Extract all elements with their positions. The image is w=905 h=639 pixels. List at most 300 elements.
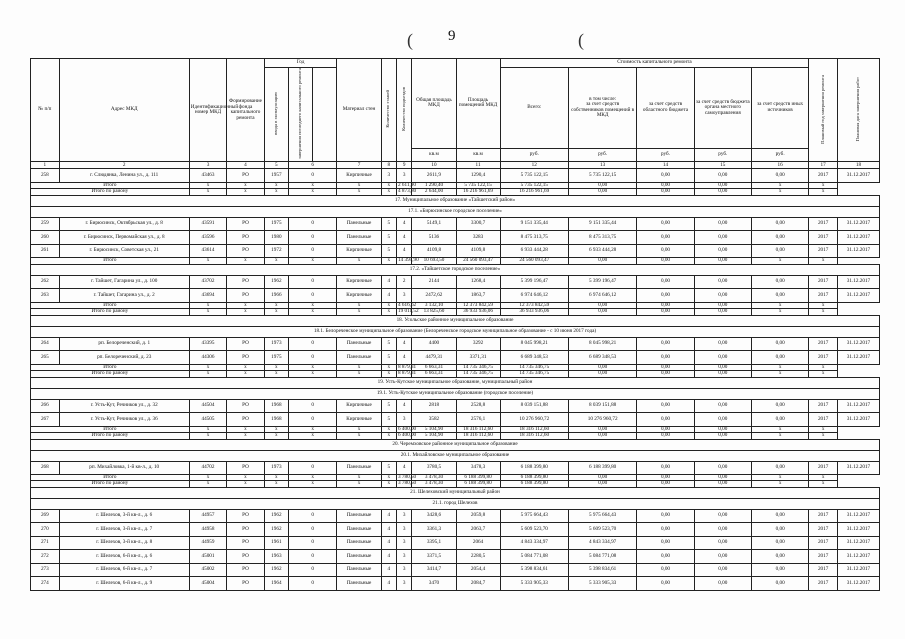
page-mark-left: ( [407, 30, 413, 50]
table-cell: 43614 [189, 244, 226, 258]
address-cell: рп. Белореченский, д. 23 [59, 351, 189, 365]
table-cell: 4 [396, 217, 411, 231]
table-cell: 0,00 [751, 563, 808, 577]
table-cell: Панельные [337, 536, 381, 550]
address-cell: г. Шелехов, 3-й кв-л., д. 7 [59, 523, 189, 537]
table-cell: 5 [381, 217, 396, 231]
table-cell: 4 [396, 231, 411, 245]
table-cell: 31.12.2017 [837, 461, 879, 475]
table-cell: 31.12.2017 [837, 231, 879, 245]
subtotal-cell: 0,00 [694, 364, 751, 370]
table-cell: 1863,7 [456, 289, 500, 303]
table-cell: 0,00 [694, 337, 751, 351]
subtotal-cell: х [189, 433, 226, 439]
subtotal-cell: 0,00 [568, 309, 636, 315]
table-cell: 0 [288, 563, 337, 577]
table-cell: 1980 [264, 231, 288, 245]
table-cell: Кирпичные [337, 399, 381, 413]
table-cell: 0 [288, 523, 337, 537]
subtotal-cell: х [751, 371, 808, 377]
subtotal-cell: х [809, 481, 838, 487]
col-number: 3 [189, 162, 226, 169]
table-cell: 0,00 [751, 577, 808, 591]
table-cell: 0,00 [637, 351, 694, 365]
table-cell: РО [227, 217, 264, 231]
table-cell: 44957 [189, 509, 226, 523]
subtotal-cell: х [227, 481, 264, 487]
table-cell: 4 [396, 244, 411, 258]
repair-register-table [30, 58, 880, 591]
table-cell: 31.12.2017 [837, 509, 879, 523]
col-number: 7 [337, 162, 381, 169]
section-heading: 21. Шелеховский муниципальный район [31, 487, 880, 498]
table-cell: РО [227, 550, 264, 564]
table-cell: Панельные [337, 461, 381, 475]
subtotal-cell: х [809, 433, 838, 439]
table-cell: 31.12.2017 [837, 563, 879, 577]
table-cell: 0,00 [637, 169, 694, 183]
address-cell: г. Бирюсинск, Октябрьская ул., д. 8 [59, 217, 189, 231]
table-cell: 5 399 196,47 [500, 275, 568, 289]
table-cell: 31.12.2017 [837, 413, 879, 427]
subtotal-cell: х [288, 302, 337, 308]
table-cell: 3780,5 [412, 461, 456, 475]
col-premises-area-header: Площадь помещений МКД [456, 59, 500, 149]
subtotal-cell: х [264, 433, 288, 439]
subtotal-cell: х [751, 481, 808, 487]
table-cell: 0,00 [694, 563, 751, 577]
subtotal-cell: х [288, 309, 337, 315]
table-cell: 274 [31, 577, 60, 591]
col-id-header: Идентификационный номер МКД [189, 59, 226, 162]
subtotal-cell: х [751, 189, 808, 195]
col-fund-header: Формирование фонда капитального ремонта [227, 59, 264, 162]
address-cell: г. Слюдянка, Ленина ул., д. 111 [59, 169, 189, 183]
subtotal-cell: 14 394,90 [397, 257, 419, 264]
subtotal-cell: х [809, 302, 838, 308]
subtotal-cell: 0,00 [568, 182, 636, 188]
table-cell: 0,00 [694, 169, 751, 183]
table-row [31, 413, 880, 427]
table-cell: 1290,4 [456, 169, 500, 183]
table-row [31, 217, 880, 231]
table-cell: 0,00 [637, 244, 694, 258]
table-cell: 44702 [189, 461, 226, 475]
table-cell: 273 [31, 563, 60, 577]
subtotal-cell: х [264, 481, 288, 487]
table-cell: 2017 [809, 351, 838, 365]
subtotal-cell: х [227, 302, 264, 308]
table-cell: 3 [396, 509, 411, 523]
table-cell: 0,00 [694, 231, 751, 245]
table-cell: 2017 [809, 536, 838, 550]
table-cell: 44504 [189, 399, 226, 413]
table-cell: 0 [288, 275, 337, 289]
table-cell: 0,00 [694, 244, 751, 258]
section-heading: 20.1. Михайловское муниципальное образование [31, 450, 880, 461]
section-heading-row [31, 315, 880, 326]
subtotal-label: Итого [31, 302, 190, 308]
table-cell: 4 [396, 351, 411, 365]
subtotal-cell: х [264, 258, 288, 264]
subtotal-label: Итого [31, 426, 190, 432]
table-cell: 5 [381, 231, 396, 245]
table-cell: 0,00 [694, 536, 751, 550]
table-cell: 3 [396, 577, 411, 591]
table-cell: 0,00 [751, 536, 808, 550]
col-entrances-header: Количество подъездов [396, 59, 411, 162]
col-local-header: за счет средств бюджета органа местного самоуправления [694, 68, 751, 149]
table-cell: 0,00 [637, 399, 694, 413]
table-cell: 5 084 771,08 [500, 550, 568, 564]
table-cell: Панельные [337, 509, 381, 523]
subtotal-cell: х [264, 309, 288, 315]
subtotal-cell: 14 735 346,75 [500, 371, 568, 377]
table-cell: 4 [381, 509, 396, 523]
page-mark-right: ( [578, 30, 584, 50]
subtotal-cell: 1 290,40 [412, 182, 456, 188]
table-cell: 1975 [264, 351, 288, 365]
table-cell: 3 [396, 550, 411, 564]
unit-rub-3: руб. [637, 148, 694, 162]
subtotal-cell: х [227, 182, 264, 188]
subtotal-cell: х [227, 189, 264, 195]
table-cell: 1968 [264, 399, 288, 413]
table-cell: 2017 [809, 577, 838, 591]
table-cell: 1963 [264, 550, 288, 564]
table-row [31, 577, 880, 591]
table-cell: 3283 [456, 231, 500, 245]
subtotal-cell: х [809, 182, 838, 188]
subtotal-cell: х [189, 309, 226, 315]
table-cell: 1957 [264, 169, 288, 183]
address-cell: г. Усть-Кут, Речников ул., д. 32 [59, 399, 189, 413]
col-year-group-header: Год [264, 59, 337, 68]
col-number: 12 [500, 162, 568, 169]
table-cell: 0 [288, 337, 337, 351]
table-cell: 0,00 [751, 523, 808, 537]
table-cell: 9 151 335,44 [500, 217, 568, 231]
table-cell: 1962 [264, 275, 288, 289]
subtotal-cell: х [751, 302, 808, 308]
table-cell: Кирпичные [337, 275, 381, 289]
address-cell: г. Шелехов, 6-й кв-л., д. 7 [59, 563, 189, 577]
table-cell: 2017 [809, 461, 838, 475]
section-heading: 20. Черемховское районное муниципальное образование [31, 439, 880, 450]
table-cell: 5136 [412, 231, 456, 245]
subtotal-cell: 0,00 [637, 371, 694, 377]
table-cell: 43395 [189, 337, 226, 351]
subtotal-cell: 0,00 [568, 433, 636, 439]
subtotal-cell: х [189, 364, 226, 370]
table-cell: РО [227, 275, 264, 289]
subtotal-cell: х [381, 481, 396, 487]
col-year-sub-header [313, 68, 337, 162]
subtotal-cell: х [809, 309, 838, 315]
table-cell: 1268,4 [456, 275, 500, 289]
table-cell: 3 [396, 413, 411, 427]
table-cell: 0,00 [637, 523, 694, 537]
subtotal-cell: 0,00 [694, 258, 751, 264]
subtotal-cell: х [227, 364, 264, 370]
table-cell: 44505 [189, 413, 226, 427]
page-number: 9 [448, 28, 456, 44]
table-cell: 31.12.2017 [837, 337, 879, 351]
table-cell: 3361,3 [412, 523, 456, 537]
address-cell: г. Шелехов, 6-й кв-л., д. 9 [59, 577, 189, 591]
table-cell: 258 [31, 169, 60, 183]
table-cell: 1962 [264, 563, 288, 577]
subtotal-cell: х [381, 182, 396, 188]
subtotal-cell: х [751, 364, 808, 370]
table-cell: 5 975 664,43 [500, 509, 568, 523]
subtotal-cell: 6 188 399,80 [456, 481, 500, 487]
col-number: 6 [288, 162, 337, 169]
table-cell: 259 [31, 217, 60, 231]
subtotal-cell: 0,00 [568, 189, 636, 195]
table-cell: 2017 [809, 509, 838, 523]
subtotal-cell: 36 933 936,06 [456, 309, 500, 315]
table-cell: 4479,31 [412, 351, 456, 365]
address-cell: г. Бирюсинск, Советская ул., 21 [59, 244, 189, 258]
section-heading-row [31, 450, 880, 461]
subtotal-cell: х [189, 302, 226, 308]
table-cell: 2472,62 [412, 289, 456, 303]
subtotal-cell: 3 780,50 [397, 480, 417, 487]
table-cell: РО [227, 231, 264, 245]
table-cell: 5 333 905,33 [500, 577, 568, 591]
table-cell: 43694 [189, 289, 226, 303]
col-plan-year-header: Плановый год завершения ремонта [809, 59, 838, 162]
table-cell: 3300,7 [456, 217, 500, 231]
subtotal-cell: 0,00 [694, 182, 751, 188]
table-cell: 2144 [412, 275, 456, 289]
table-cell: 3470 [412, 577, 456, 591]
unit-rub-5: руб. [751, 148, 808, 162]
section-heading-row [31, 326, 880, 337]
address-cell: рп. Белореченский, д. 1 [59, 337, 189, 351]
table-cell: 2017 [809, 275, 838, 289]
table-cell: 0,00 [694, 550, 751, 564]
section-heading: 17. Муниципальное образование «Тайшетский район» [31, 195, 880, 206]
subtotal-cell: 18 316 112,60 [500, 433, 568, 439]
table-cell: 45004 [189, 577, 226, 591]
table-cell: РО [227, 413, 264, 427]
subtotal-cell: 0,00 [637, 258, 694, 264]
subtotal-cell: 6 663,31 [412, 371, 456, 377]
table-cell: Панельные [337, 231, 381, 245]
subtotal-cell: х [337, 433, 381, 439]
table-cell: 8 475 313,75 [500, 231, 568, 245]
subtotal-cell: 0,00 [568, 426, 636, 432]
subtotal-cell: х [227, 309, 264, 315]
col-floors-header: Количество этажей [381, 59, 396, 162]
table-cell: 2017 [809, 217, 838, 231]
table-cell: 2017 [809, 550, 838, 564]
table-cell: 4 [381, 275, 396, 289]
table-cell: 5 [381, 461, 396, 475]
table-cell: РО [227, 399, 264, 413]
table-row [31, 169, 880, 183]
subtotal-cell: 5 735 122,15 [500, 182, 568, 188]
table-row [31, 399, 880, 413]
table-cell: 0 [288, 244, 337, 258]
address-cell: г. Шелехов, 3-й кв-л., д. 8 [59, 536, 189, 550]
owners-label: за счет средств собственников помещений в МКД [571, 101, 635, 119]
unit-sqm-2: кв.м [456, 148, 500, 162]
table-cell: 0,00 [694, 275, 751, 289]
subtotal-cell: х [337, 189, 381, 195]
subtotal-cell: х [751, 475, 808, 481]
table-cell: 31.12.2017 [837, 399, 879, 413]
table-cell: 0 [288, 169, 337, 183]
table-cell: 5 399 196,47 [568, 275, 636, 289]
table-cell: 0 [288, 217, 337, 231]
table-cell: 31.12.2017 [837, 536, 879, 550]
table-cell: 10 276 960,72 [500, 413, 568, 427]
table-cell: 44306 [189, 351, 226, 365]
subtotal-cell: 6 188 399,80 [456, 475, 500, 481]
section-heading-row [31, 195, 880, 206]
table-cell: 0,00 [637, 337, 694, 351]
subtotal-cell: 2 644,00 [412, 189, 456, 195]
subtotal-cell: 18 316 112,60 [456, 433, 500, 439]
subtotal-cell: х [264, 189, 288, 195]
section-heading-row [31, 439, 880, 450]
subtotal-cell: х [337, 364, 381, 370]
subtotal-cell: 3 478,30 [412, 475, 456, 481]
table-row [31, 275, 880, 289]
col-number: 17 [809, 162, 838, 169]
table-cell: 1966 [264, 289, 288, 303]
table-cell: 267 [31, 413, 60, 427]
section-heading: 19.1. Усть-Кутское муниципальное образование (городское поселение) [31, 388, 880, 399]
subtotal-cell: 0,00 [568, 481, 636, 487]
table-row [31, 231, 880, 245]
subtotal-cell: х [189, 475, 226, 481]
subtotal-cell: х [288, 481, 337, 487]
section-heading: 19. Усть-Кутское муниципальное образование, муниципальный район [31, 377, 880, 388]
table-cell: 0,00 [751, 509, 808, 523]
subtotal-cell: х [189, 371, 226, 377]
table-cell: 43463 [189, 169, 226, 183]
table-row [31, 289, 880, 303]
table-cell: 5 609 523,70 [500, 523, 568, 537]
subtotal-cell: х [809, 364, 838, 370]
table-row [31, 461, 880, 475]
subtotal-cell: 10 693,50 [412, 258, 456, 264]
table-cell: 5 [381, 244, 396, 258]
table-cell: 0,00 [637, 563, 694, 577]
col-plan-date-header: Плановая дата завершения работ [837, 59, 879, 162]
table-cell: 0,00 [751, 337, 808, 351]
subtotal-cell: х [751, 433, 808, 439]
table-cell: 0,00 [751, 217, 808, 231]
subtotal-cell: х [227, 475, 264, 481]
table-cell: 43591 [189, 217, 226, 231]
subtotal-cell: х [337, 182, 381, 188]
table-row [31, 509, 880, 523]
subtotal-cell: 0,00 [694, 371, 751, 377]
subtotal-cell: х [381, 371, 396, 377]
subtotal-cell: 12 373 842,59 [456, 302, 500, 308]
col-address-header: Адрес МКД [59, 59, 189, 162]
table-cell: 0,00 [694, 461, 751, 475]
subtotal-cell: х [381, 475, 396, 481]
table-cell: 3395,1 [412, 536, 456, 550]
subtotal-cell: х [264, 426, 288, 432]
table-cell: 3 [396, 536, 411, 550]
subtotal-cell: 0,00 [568, 302, 636, 308]
table-cell: 5 084 771,08 [568, 550, 636, 564]
subtotal-cell: 3 780,50 [397, 474, 417, 481]
table-cell: 0,00 [637, 550, 694, 564]
table-cell: 4400 [412, 337, 456, 351]
subtotal-cell: 0,00 [637, 182, 694, 188]
table-cell: 261 [31, 244, 60, 258]
section-heading: 17.1. «Бирюсинское городское поселение» [31, 206, 880, 217]
col-number: 14 [637, 162, 694, 169]
table-cell: 4 [381, 550, 396, 564]
table-cell: 31.12.2017 [837, 523, 879, 537]
table-cell: 2017 [809, 399, 838, 413]
subtotal-cell: 0,00 [694, 426, 751, 432]
table-cell: 5 398 834,61 [500, 563, 568, 577]
table-cell: 0 [288, 461, 337, 475]
section-heading-row [31, 487, 880, 498]
table-cell: 2017 [809, 244, 838, 258]
section-heading: 18.1. Белореченское муниципальное образование (Белореченское городское муниципальное образование - с 10 июня 2017 года) [31, 326, 880, 337]
section-heading: 17.2. «Тайшетское городское поселение» [31, 264, 880, 275]
subtotal-cell: х [227, 426, 264, 432]
subtotal-cell: 0,00 [637, 481, 694, 487]
subtotal-cell: 0,00 [694, 475, 751, 481]
subtotal-label: Итого по району [31, 481, 190, 487]
table-cell: Кирпичные [337, 413, 381, 427]
table-cell: Панельные [337, 523, 381, 537]
table-cell: 4 [381, 536, 396, 550]
table-cell: 43702 [189, 275, 226, 289]
subtotal-cell: 0,00 [694, 433, 751, 439]
subtotal-label: Итого по району [31, 371, 190, 377]
subtotal-cell: х [337, 475, 381, 481]
subtotal-cell: х [288, 475, 337, 481]
subtotal-cell: х [227, 433, 264, 439]
table-cell: 2017 [809, 289, 838, 303]
col-number: 5 [264, 162, 288, 169]
table-cell: 5 [381, 399, 396, 413]
unit-rub: руб. [500, 148, 568, 162]
col-number: 9 [396, 162, 411, 169]
table-cell: 4 [396, 399, 411, 413]
table-cell: 0,00 [637, 509, 694, 523]
col-material-header: Материал стен [337, 59, 381, 162]
address-cell: г. Тайшет, Гагарина ул., д. 100 [59, 275, 189, 289]
address-cell: г. Шелехов, 6-й кв-л., д. 6 [59, 550, 189, 564]
subtotal-cell: х [288, 371, 337, 377]
table-cell: 5 975 664,43 [568, 509, 636, 523]
table-row [31, 536, 880, 550]
subtotal-cell: х [381, 364, 396, 370]
table-cell: 5 [381, 413, 396, 427]
subtotal-cell: 16 216 961,69 [500, 189, 568, 195]
table-cell: 6 689 348,53 [568, 351, 636, 365]
col-total-header: Всего: [500, 68, 568, 149]
col-cost-group-header: Стоимость капитального ремонта [500, 59, 809, 68]
table-cell: РО [227, 536, 264, 550]
subtotal-cell: х [751, 309, 808, 315]
subtotal-cell: х [264, 302, 288, 308]
